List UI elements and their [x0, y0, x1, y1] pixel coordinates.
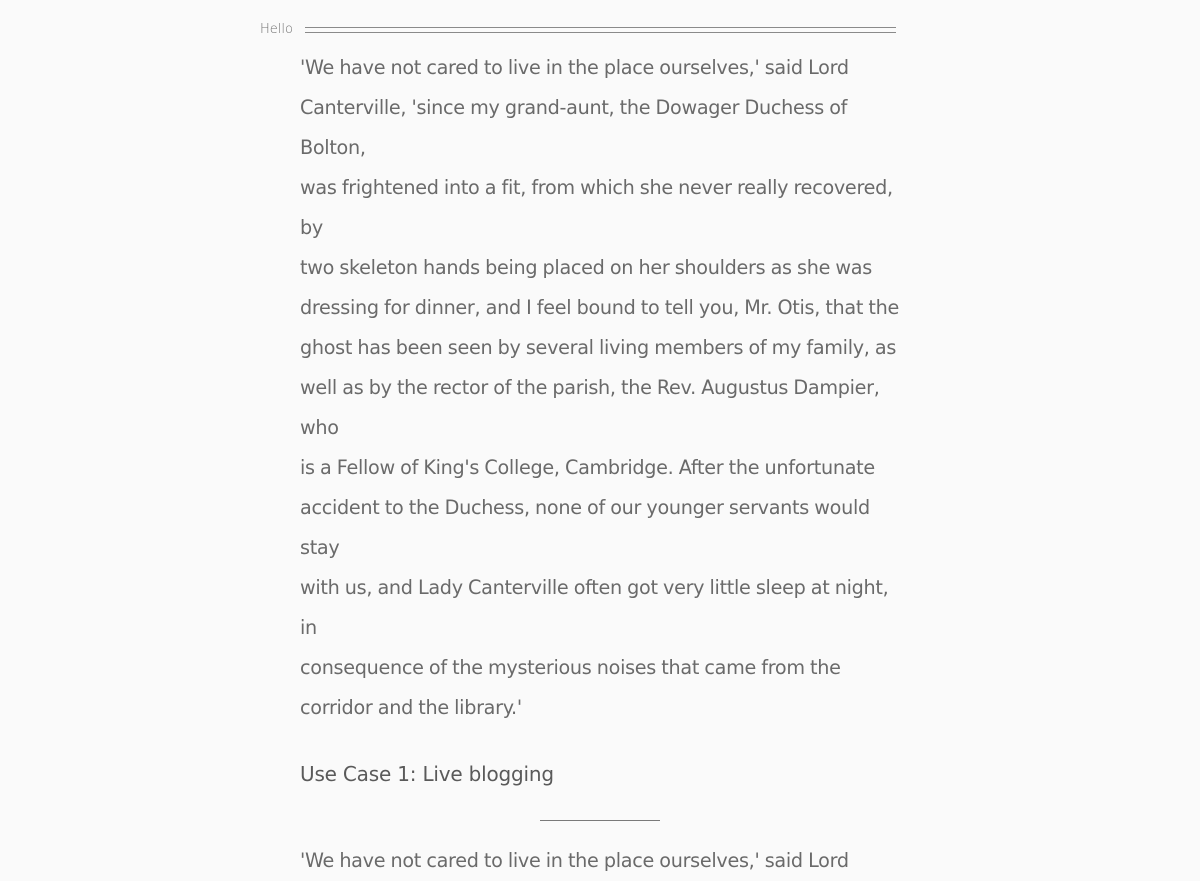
- section-divider: [540, 820, 660, 821]
- paragraph-line: 'We have not cared to live in the place ourselves,' said Lord: [300, 56, 849, 79]
- paragraph-line: is a Fellow of King's College, Cambridge. After the unfortunate: [300, 456, 875, 479]
- article-content: [300, 48, 902, 881]
- paragraph-line: accident to the Duchess, none of our younger servants would stay: [300, 496, 870, 559]
- header-label: Hello: [260, 21, 293, 37]
- paragraph-line: 'We have not cared to live in the place ourselves,' said Lord: [300, 849, 849, 872]
- paragraph-line: was frightened into a fit, from which she never really recovered, by: [300, 176, 893, 239]
- header-double-rule: [305, 27, 896, 33]
- header-row: [260, 20, 896, 38]
- section-heading: Use Case 1: Live blogging: [300, 762, 554, 786]
- paragraph-line: consequence of the mysterious noises that came from the: [300, 656, 841, 679]
- article-paragraph-2: [300, 841, 902, 881]
- paragraph-line: Canterville, 'since my grand-aunt, the Dowager Duchess of Bolton,: [300, 96, 848, 159]
- paragraph-line: dressing for dinner, and I feel bound to tell you, Mr. Otis, that the: [300, 296, 899, 319]
- paragraph-line: well as by the rector of the parish, the Rev. Augustus Dampier, who: [300, 376, 880, 439]
- paragraph-line: with us, and Lady Canterville often got very little sleep at night, in: [300, 576, 889, 639]
- article-paragraph-1: [300, 48, 902, 728]
- paragraph-line: ghost has been seen by several living members of my family, as: [300, 336, 897, 359]
- paragraph-line: corridor and the library.': [300, 696, 522, 719]
- paragraph-line: two skeleton hands being placed on her shoulders as she was: [300, 256, 872, 279]
